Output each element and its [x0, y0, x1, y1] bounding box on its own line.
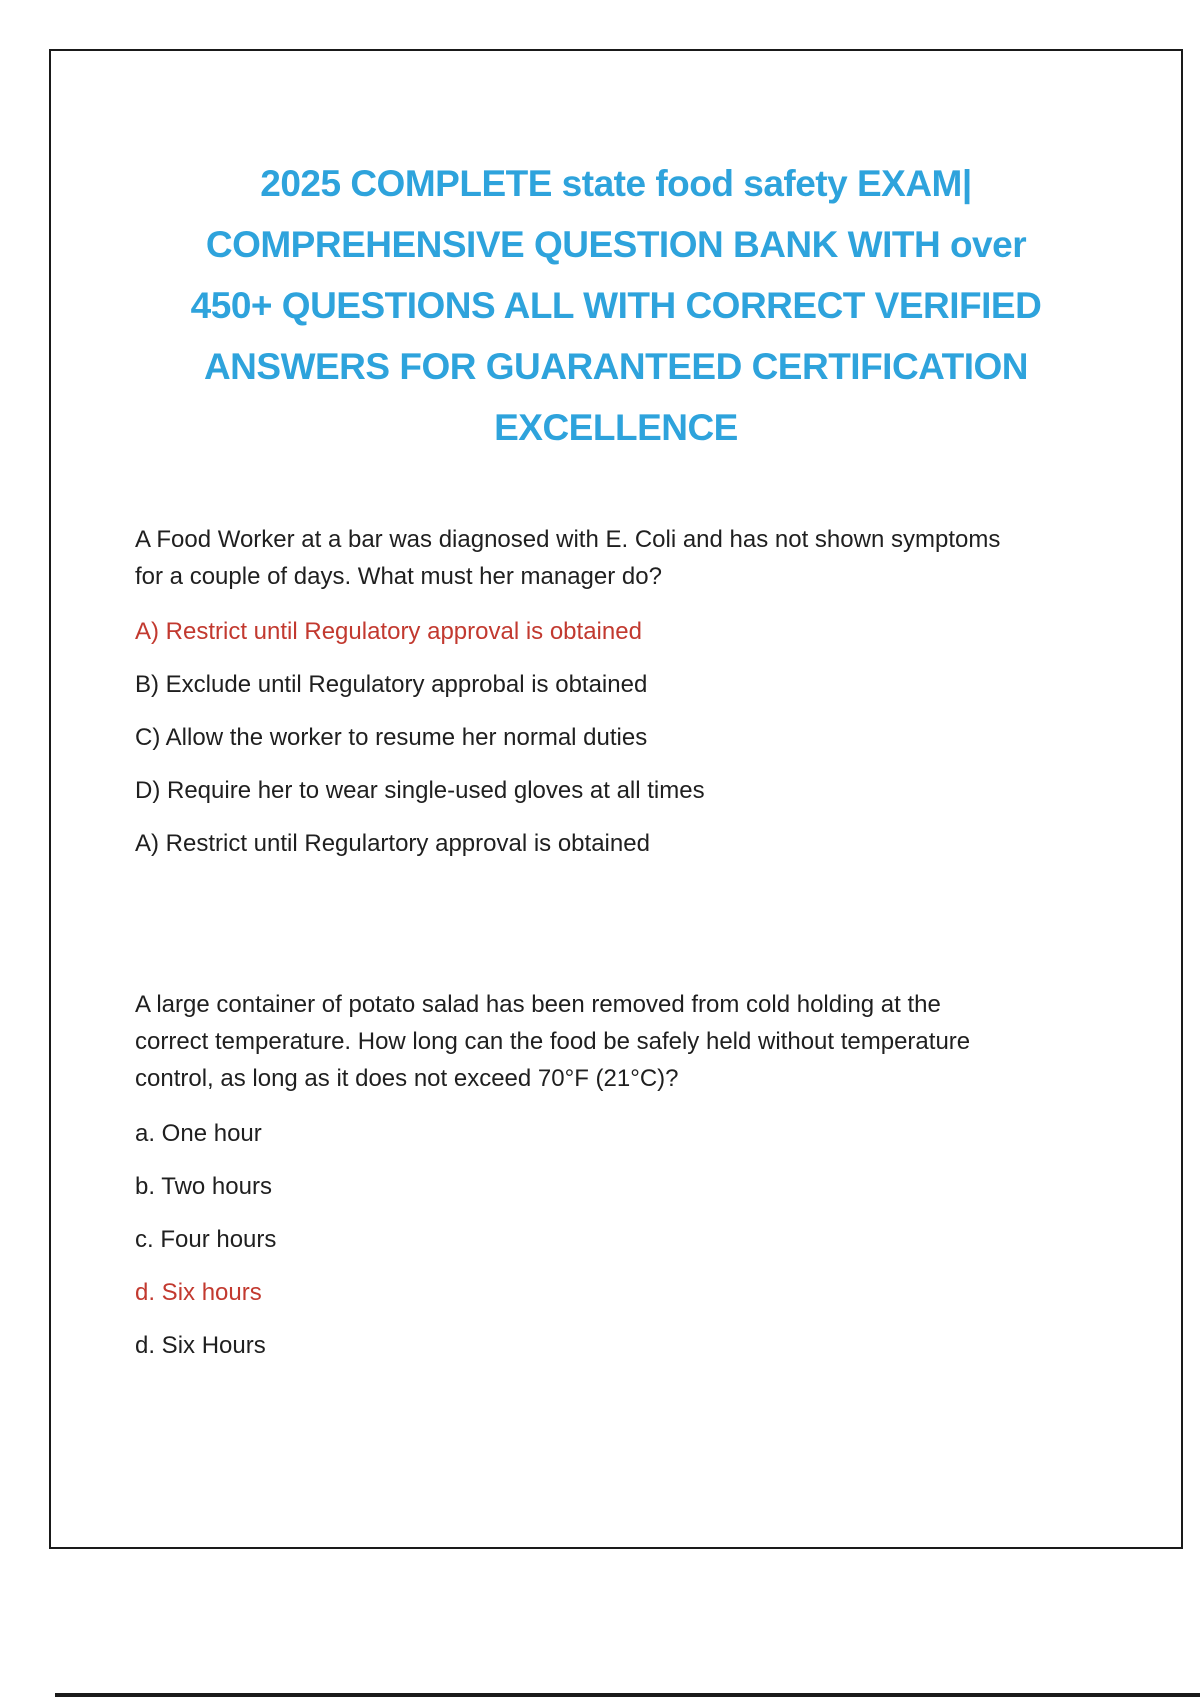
document-title-line: 450+ QUESTIONS ALL WITH CORRECT VERIFIED [190, 285, 1042, 326]
answer-option: C) Allow the worker to resume her normal duties [135, 724, 648, 751]
document-title-line: COMPREHENSIVE QUESTION BANK WITH over [205, 224, 1027, 265]
answer-option: a. One hour [135, 1120, 262, 1147]
document-title-line: EXCELLENCE [494, 407, 738, 448]
document-page [49, 49, 1183, 1549]
answer-option: D) Require her to wear single-used gloves at all times [135, 777, 705, 804]
answer-option: d. Six Hours [135, 1332, 266, 1359]
question-text-line: A Food Worker at a bar was diagnosed with E. Coli and has not shown symptoms [135, 526, 1001, 553]
question-text-line: A large container of potato salad has been removed from cold holding at the [135, 991, 941, 1018]
document-body [135, 521, 1079, 1364]
question-block-2 [135, 986, 1079, 1364]
question-text [135, 521, 1079, 595]
document-title-line: 2025 COMPLETE state food safety EXAM| [260, 163, 972, 204]
answer-option: c. Four hours [135, 1226, 277, 1253]
document-title-line: ANSWERS FOR GUARANTEED CERTIFICATION [203, 346, 1029, 387]
question-spacer [135, 862, 1079, 986]
next-page-top-border [55, 1693, 1200, 1697]
question-text-line: for a couple of days. What must her manager do? [135, 563, 662, 590]
answer-option: A) Restrict until Regulartory approval is obtained [135, 830, 650, 857]
document-title [51, 153, 1181, 458]
question-block-1 [135, 521, 1079, 862]
answer-option: A) Restrict until Regulatory approval is obtained [135, 618, 642, 645]
question-text-line: control, as long as it does not exceed 70°F (21°C)? [135, 1065, 679, 1092]
question-text [135, 986, 1079, 1097]
answer-option: B) Exclude until Regulatory approbal is obtained [135, 671, 648, 698]
question-text-line: correct temperature. How long can the food be safely held without temperature [135, 1028, 971, 1055]
answer-option: b. Two hours [135, 1173, 272, 1200]
answer-option: d. Six hours [135, 1279, 262, 1306]
